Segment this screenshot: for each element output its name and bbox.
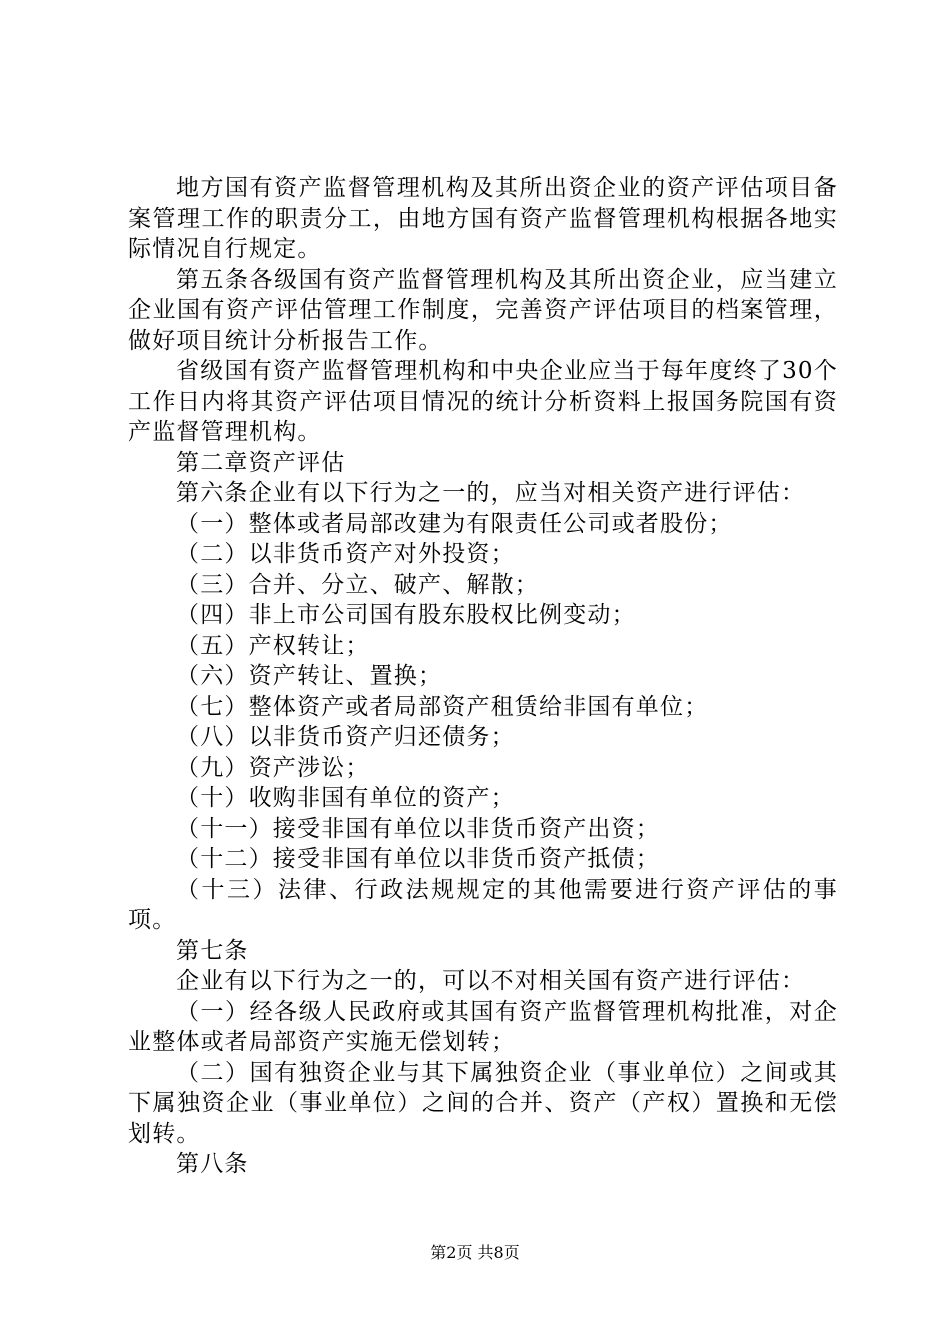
list-item: （一）经各级人民政府或其国有资产监督管理机构批准，对企业整体或者局部资产实施无偿划转； xyxy=(128,998,838,1055)
list-item: （三）合并、分立、破产、解散； xyxy=(176,571,539,598)
list-item: （十二）接受非国有单位以非货币资产抵债； xyxy=(176,846,660,872)
list-item: （十）收购非国有单位的资产； xyxy=(176,785,515,811)
list-item: （八）以非货币资产归还债务； xyxy=(176,724,515,750)
list-item: （五）产权转让； xyxy=(176,632,370,659)
paragraph: 企业有以下行为之一的，可以不对相关国有资产进行评估： xyxy=(176,968,806,994)
chapter-heading: 第二章资产评估 xyxy=(176,449,346,476)
paragraph: 省级国有资产监督管理机构和中央企业应当于每年度终了30个工作日内将其资产评估项目情况的统计分析资料上报国务院国有资产监督管理机构。 xyxy=(128,358,838,445)
document-body xyxy=(128,173,838,1180)
list-item: （一）整体或者局部改建为有限责任公司或者股份； xyxy=(176,510,733,537)
list-item: （七）整体资产或者局部资产租赁给非国有单位； xyxy=(176,693,709,720)
paragraph: 第六条企业有以下行为之一的，应当对相关资产进行评估： xyxy=(176,480,806,506)
page-number-label: 第2页 共8页 xyxy=(430,1243,520,1262)
list-item: （九）资产涉讼； xyxy=(176,754,370,781)
list-item: （六）资产转让、置换； xyxy=(176,663,443,689)
list-item: （十三）法律、行政法规规定的其他需要进行资产评估的事项。 xyxy=(128,876,838,933)
list-item: （二）以非货币资产对外投资； xyxy=(176,541,515,567)
paragraph: 第五条各级国有资产监督管理机构及其所出资企业，应当建立企业国有资产评估管理工作制度，完善资产评估项目的档案管理，做好项目统计分析报告工作。 xyxy=(128,266,838,354)
list-item: （十一）接受非国有单位以非货币资产出资； xyxy=(176,815,660,842)
article-heading: 第八条 xyxy=(176,1151,249,1177)
list-item: （四）非上市公司国有股东股权比例变动； xyxy=(176,602,636,628)
article-heading: 第七条 xyxy=(176,937,249,964)
paragraph: 地方国有资产监督管理机构及其所出资企业的资产评估项目备案管理工作的职责分工，由地方国有资产监督管理机构根据各地实际情况自行规定。 xyxy=(128,175,838,262)
list-item: （二）国有独资企业与其下属独资企业（事业单位）之间或其下属独资企业（事业单位）之间的合并、资产（产权）置换和无偿划转。 xyxy=(128,1059,838,1147)
page-footer xyxy=(0,1243,950,1263)
